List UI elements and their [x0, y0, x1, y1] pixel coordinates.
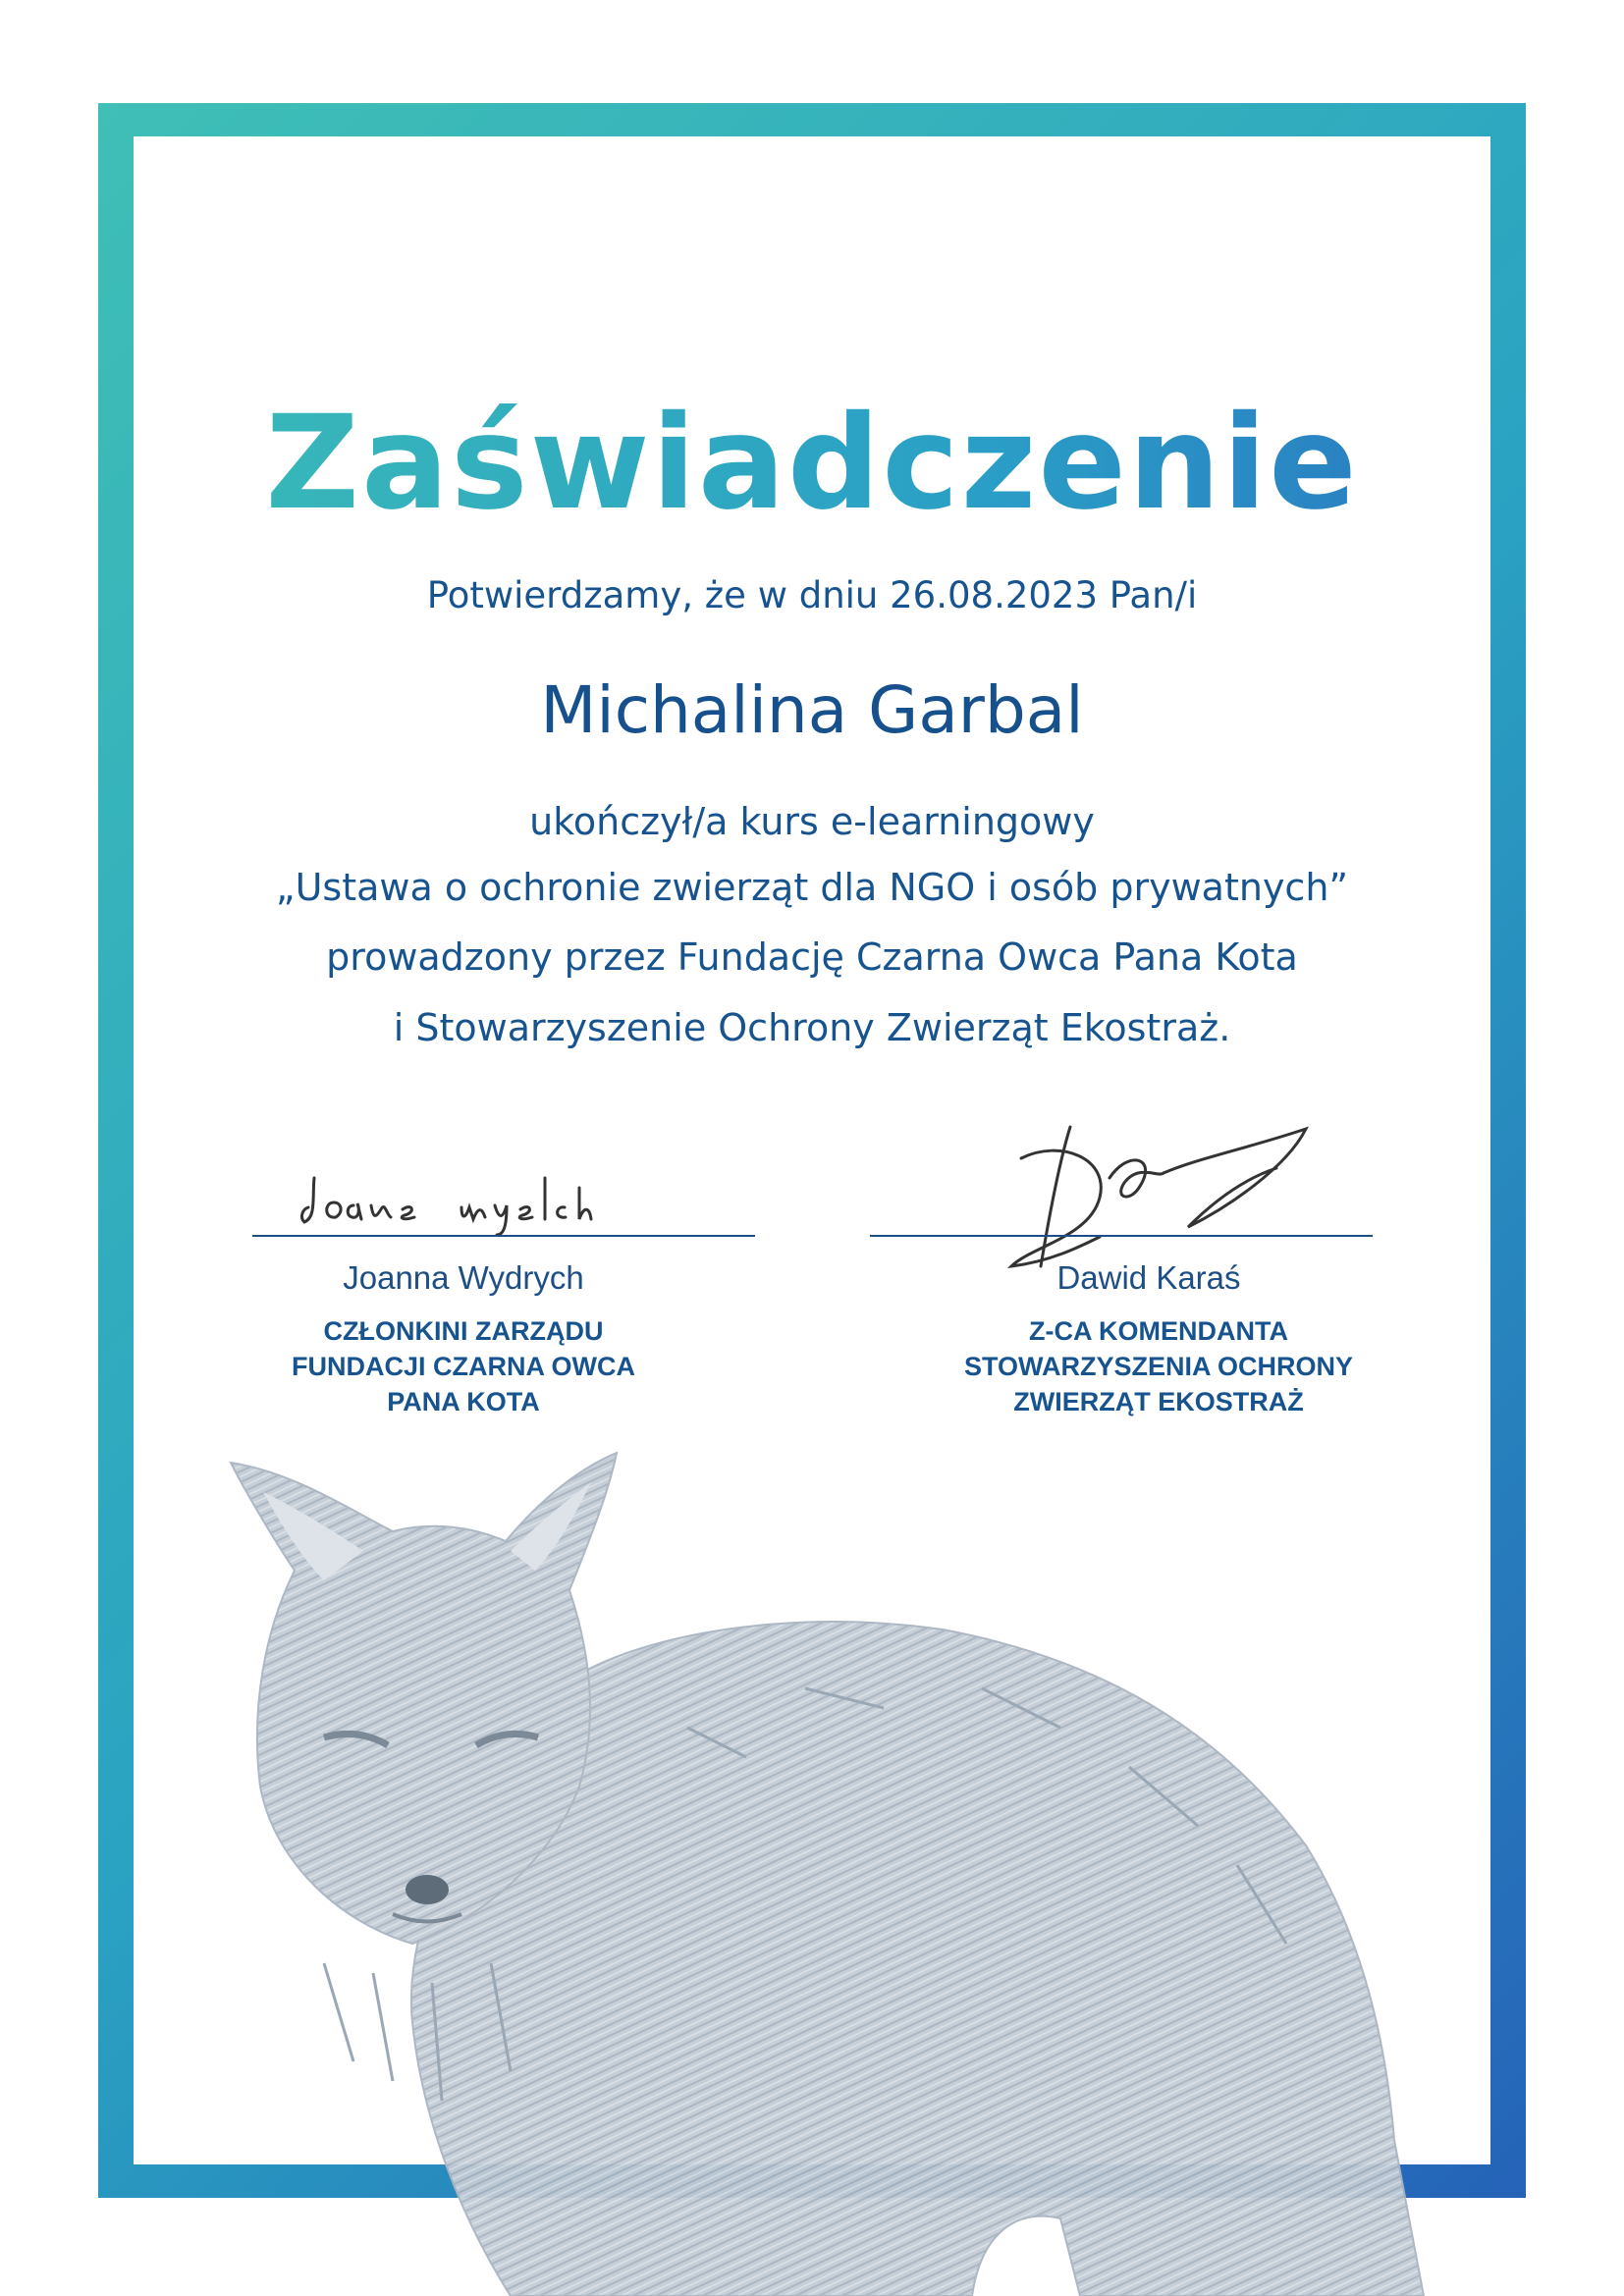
- signature-joanna-wydrych: [295, 1158, 677, 1237]
- course-line: „Ustawa o ochronie zwierząt dla NGO i osób prywatnych”: [275, 866, 1349, 909]
- signatory-role-line: PANA KOTA: [387, 1387, 540, 1416]
- course-line: prowadzony przez Fundację Czarna Owca Pana Kota: [326, 935, 1298, 979]
- certificate-title: Zaświadczenie: [0, 388, 1624, 539]
- course-line: ukończył/a kurs e-learningowy: [529, 800, 1095, 843]
- recipient-name: Michalina Garbal: [540, 672, 1084, 748]
- signatory-role: [913, 1313, 1404, 1419]
- confirmation-line: Potwierdzamy, że w dniu 26.08.2023 Pan/i: [426, 574, 1198, 616]
- signatory-role: [228, 1313, 699, 1419]
- signature-dawid-karas: [992, 1119, 1345, 1276]
- signatory-role-line: Z-CA KOMENDANTA: [1029, 1316, 1288, 1346]
- course-line: i Stowarzyszenie Ochrony Zwierząt Ekostraż.: [393, 1006, 1231, 1049]
- signatory-name: Dawid Karaś: [1056, 1259, 1241, 1296]
- signatory-role-line: STOWARZYSZENIA OCHRONY: [963, 1352, 1354, 1381]
- signatory-role-line: ZWIERZĄT EKOSTRAŻ: [1013, 1387, 1304, 1416]
- signatory-role-line: FUNDACJI CZARNA OWCA: [292, 1352, 635, 1381]
- signatory-name: Joanna Wydrych: [343, 1259, 584, 1296]
- signatory-role-line: CZŁONKINI ZARZĄDU: [323, 1316, 604, 1346]
- signature-line-left: [252, 1235, 755, 1237]
- signature-line-right: [870, 1235, 1373, 1237]
